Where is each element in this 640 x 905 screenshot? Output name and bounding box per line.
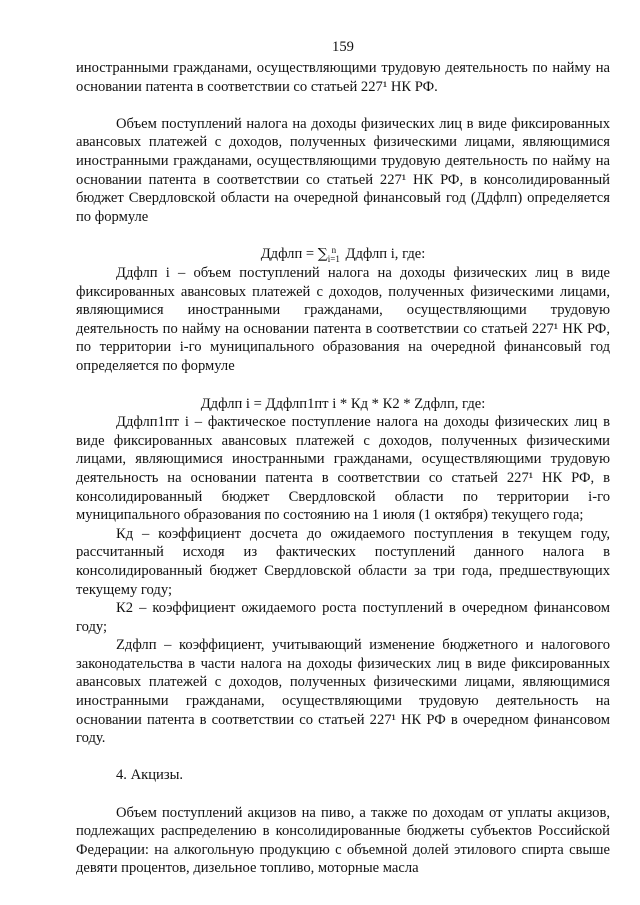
section-title-excise: 4. Акцизы.	[116, 767, 184, 784]
paragraph-definition-k2: К2 – коэффициент ожидаемого роста поступлений в очередном финансовом году;	[76, 600, 610, 635]
paragraph-continuation: иностранными гражданами, осуществляющими трудовую деятельность по найму на основании патента в соответствии со статьей 227¹ НК РФ.	[76, 60, 610, 95]
paragraph-definition-municipal: Ддфлп i – объем поступлений налога на доходы физических лиц в виде фиксированных авансовых платежей с доходов, полученных физическими лицами, являющимися иностранными гражданами, осуществляющими трудовую деятельность по найму на основании патента в соответствии со статьей 227¹ НК РФ, по территории i-го муниципального образования на очередной финансовый год определяется по формуле	[76, 265, 610, 374]
sum-symbol: ∑	[317, 246, 328, 263]
formula-sum-lhs: Ддфлп =	[260, 246, 318, 263]
sum-limits	[328, 246, 340, 264]
paragraph-definition-kd: Кд – коэффициент досчета до ожидаемого поступления в текущем году, рассчитанный исходя из фактических поступлений данного налога в консолидированный бюджет Свердловской области за три года, предшествующих текущему году;	[76, 525, 610, 598]
page-number: 159	[332, 39, 354, 55]
paragraph-patent-revenue-intro: Объем поступлений налога на доходы физических лиц в виде фиксированных авансовых платежей с доходов, полученных физическими лицами, являющимися иностранными гражданами, осуществляющими трудовую деятельность по найму на основании патента в соответствии со статьей 227¹ НК РФ, в консолидированный бюджет Свердловской области на очередной финансовый год (Ддфлп) определяется по формуле	[76, 115, 610, 225]
document-page	[76, 38, 610, 878]
formula-municipal: Ддфлп i = Ддфлп1пт i * Кд * К2 * Zдфлп, где:	[200, 395, 486, 412]
sum-lower-limit: i=1	[327, 254, 340, 264]
formula-sum-rhs: Ддфлп i, где:	[341, 246, 426, 263]
sum-upper-limit: n	[331, 245, 337, 255]
paragraph-definition-actual: Ддфлп1пт i – фактическое поступление налога на доходы физических лиц в виде фиксированных авансовых платежей с доходов, полученных физическими лицами, являющимися иностранными гражданами, осуществляющими трудовую деятельность на основании патента в соответствии со статьей 227¹ НК РФ, в консолидированный бюджет Свердловской области по территории i-го муниципального образования по состоянию на 1 июля (1 октября) текущего года;	[76, 414, 610, 524]
formula-sum	[76, 245, 610, 264]
paragraph-excise-intro: Объем поступлений акцизов на пиво, а также по доходам от уплаты акцизов, подлежащих распределению в консолидированные бюджеты субъектов Российской Федерации: на алкогольную продукцию с объемной долей этилового спирта свыше девяти процентов, дизельное топливо, моторные масла	[76, 804, 610, 877]
paragraph-definition-z: Zдфлп – коэффициент, учитывающий изменение бюджетного и налогового законодательства в части налога на доходы физических лиц в виде фиксированных авансовых платежей с доходов, полученных физическими лицами, являющимися иностранными гражданами, осуществляющими трудовую деятельность на основании патента в соответствии со статьей 227¹ НК РФ в очередном финансовом году.	[76, 637, 610, 747]
